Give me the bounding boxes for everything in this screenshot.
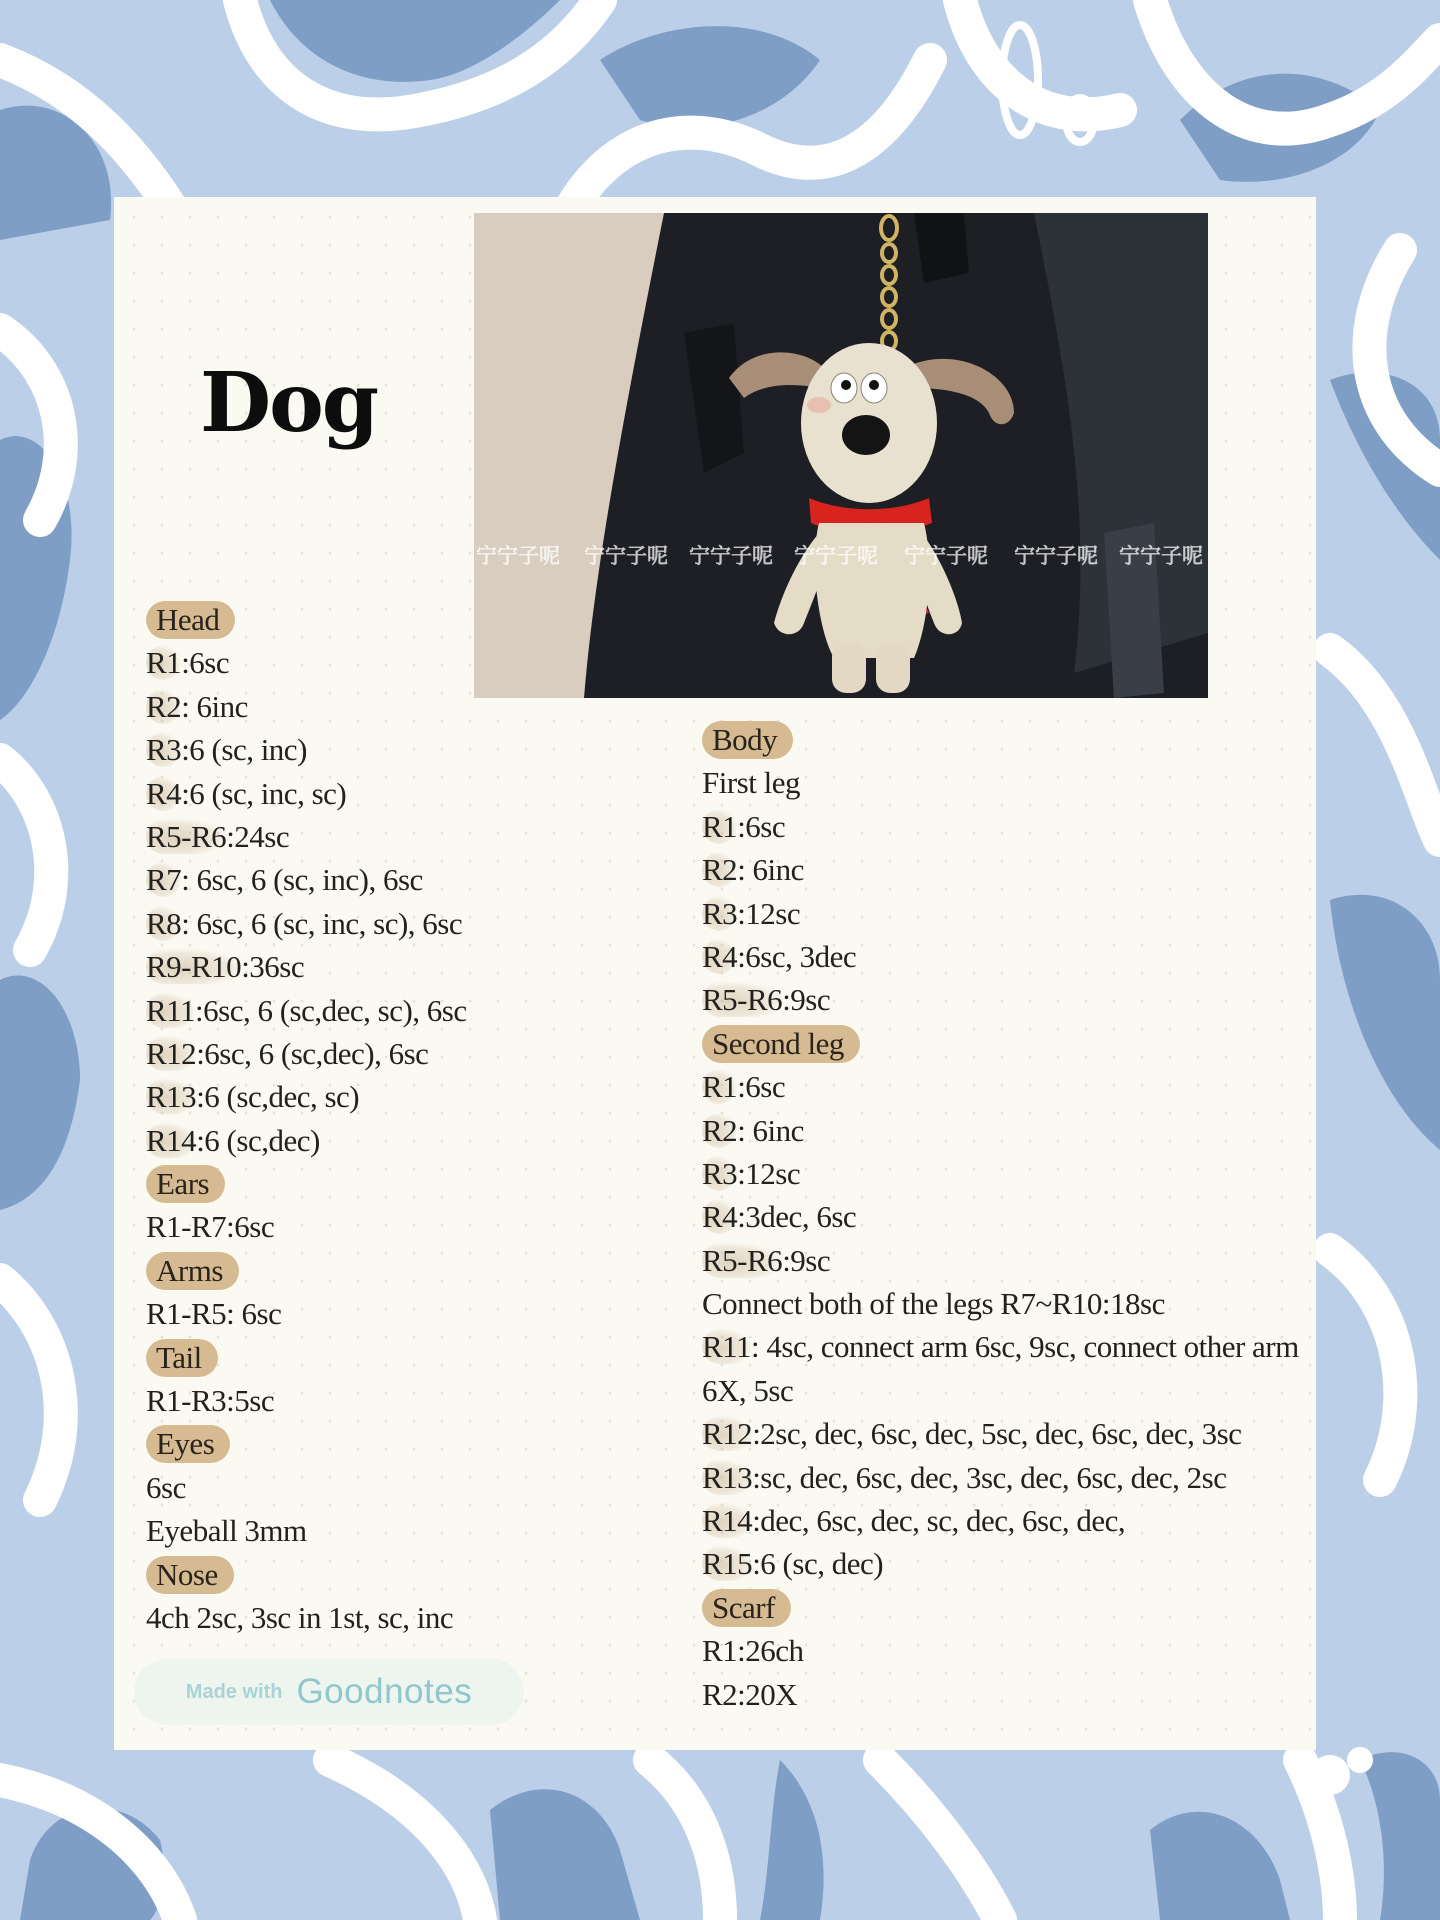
pattern-row: R3:12sc bbox=[702, 895, 801, 931]
pattern-row: R14:dec, 6sc, dec, sc, dec, 6sc, dec, bbox=[702, 1503, 1126, 1539]
pattern-row: R14:6 (sc,dec) bbox=[146, 1122, 320, 1158]
pattern-row: R9-R10:36sc bbox=[146, 949, 305, 985]
section-heading-arms bbox=[146, 1249, 467, 1292]
goodnotes-badge bbox=[134, 1659, 524, 1725]
section-pill: Tail bbox=[146, 1339, 218, 1377]
notebook-page bbox=[114, 197, 1316, 1750]
pattern-row: R13:sc, dec, 6sc, dec, 3sc, dec, 6sc, dec, 2sc bbox=[702, 1459, 1227, 1495]
pattern-text: 6sc bbox=[146, 1469, 186, 1505]
pattern-text: R1-R3:5sc bbox=[146, 1383, 275, 1419]
pattern-text: Eyeball 3mm bbox=[146, 1513, 307, 1549]
pattern-text: R2:20X bbox=[702, 1676, 798, 1712]
pattern-row: R2: 6inc bbox=[702, 1112, 804, 1148]
pattern-text: R1:26ch bbox=[702, 1633, 804, 1669]
section-heading-eyes bbox=[146, 1422, 467, 1465]
pattern-row: R11:6sc, 6 (sc,dec, sc), 6sc bbox=[146, 992, 467, 1028]
dog-keychain-photo bbox=[474, 213, 1208, 698]
section-heading-scarf bbox=[702, 1586, 1302, 1629]
photo-watermark: 宁宁子呢 bbox=[476, 544, 560, 568]
section-heading-body bbox=[702, 718, 1302, 761]
pattern-row: R4:6sc, 3dec bbox=[702, 938, 857, 974]
pattern-row: R8: 6sc, 6 (sc, inc, sc), 6sc bbox=[146, 905, 463, 941]
section-pill: Scarf bbox=[702, 1589, 791, 1627]
svg-text:宁宁子呢: 宁宁子呢 bbox=[689, 544, 773, 568]
pattern-row: R12:2sc, dec, 6sc, dec, 5sc, dec, 6sc, dec, 3sc bbox=[702, 1416, 1242, 1452]
made-with-label: Made with bbox=[185, 1680, 283, 1703]
section-pill: Arms bbox=[146, 1252, 239, 1290]
pattern-row: R1:6sc bbox=[146, 645, 230, 681]
goodnotes-logo-text: Goodnotes bbox=[296, 1672, 473, 1711]
pattern-row: R12:6sc, 6 (sc,dec), 6sc bbox=[146, 1035, 429, 1071]
pattern-row: R3:12sc bbox=[702, 1155, 801, 1191]
section-pill: Body bbox=[702, 721, 793, 759]
pattern-text: R1-R5: 6sc bbox=[146, 1296, 282, 1332]
section-heading-nose bbox=[146, 1553, 467, 1596]
section-pill: Ears bbox=[146, 1165, 225, 1203]
svg-text:宁宁子呢: 宁宁子呢 bbox=[904, 544, 988, 568]
pattern-row: R5-R6:9sc bbox=[702, 982, 831, 1018]
section-heading-tail bbox=[146, 1336, 467, 1379]
pattern-row: R1:6sc bbox=[702, 1069, 786, 1105]
pattern-row: R11: 4sc, connect arm 6sc, 9sc, connect other arm 6X, 5sc bbox=[702, 1329, 1299, 1408]
pattern-row: R4:3dec, 6sc bbox=[702, 1199, 857, 1235]
right-pattern-column bbox=[702, 718, 1302, 1716]
section-heading-second-leg bbox=[702, 1022, 1302, 1065]
svg-text:宁宁子呢: 宁宁子呢 bbox=[794, 544, 878, 568]
page-title: Dog bbox=[200, 355, 378, 451]
svg-text:宁宁子呢: 宁宁子呢 bbox=[584, 544, 668, 568]
pattern-text: 4ch 2sc, 3sc in 1st, sc, inc bbox=[146, 1599, 454, 1635]
pattern-row: R4:6 (sc, inc, sc) bbox=[146, 775, 347, 811]
section-pill: Nose bbox=[146, 1556, 234, 1594]
svg-text:宁宁子呢: 宁宁子呢 bbox=[1119, 544, 1203, 568]
pattern-text: Connect both of the legs R7~R10:18sc bbox=[702, 1286, 1165, 1322]
section-pill: Head bbox=[146, 601, 235, 639]
section-heading-ears bbox=[146, 1162, 467, 1205]
pattern-row: R3:6 (sc, inc) bbox=[146, 732, 307, 768]
pattern-row: R13:6 (sc,dec, sc) bbox=[146, 1079, 360, 1115]
pattern-subheading: First leg bbox=[702, 765, 800, 801]
left-pattern-column bbox=[146, 598, 467, 1639]
section-heading-head bbox=[146, 598, 467, 641]
pattern-row: R2: 6inc bbox=[146, 688, 248, 724]
svg-text:宁宁子呢: 宁宁子呢 bbox=[1014, 544, 1098, 568]
pattern-row: R5-R6:9sc bbox=[702, 1242, 831, 1278]
section-pill: Second leg bbox=[702, 1025, 860, 1063]
pattern-row: R5-R6:24sc bbox=[146, 818, 290, 854]
section-pill: Eyes bbox=[146, 1425, 230, 1463]
pattern-row: R7: 6sc, 6 (sc, inc), 6sc bbox=[146, 862, 423, 898]
pattern-row: R1:6sc bbox=[702, 808, 786, 844]
pattern-row: R15:6 (sc, dec) bbox=[702, 1546, 884, 1582]
pattern-text: R1-R7:6sc bbox=[146, 1209, 275, 1245]
pattern-row: R2: 6inc bbox=[702, 852, 804, 888]
